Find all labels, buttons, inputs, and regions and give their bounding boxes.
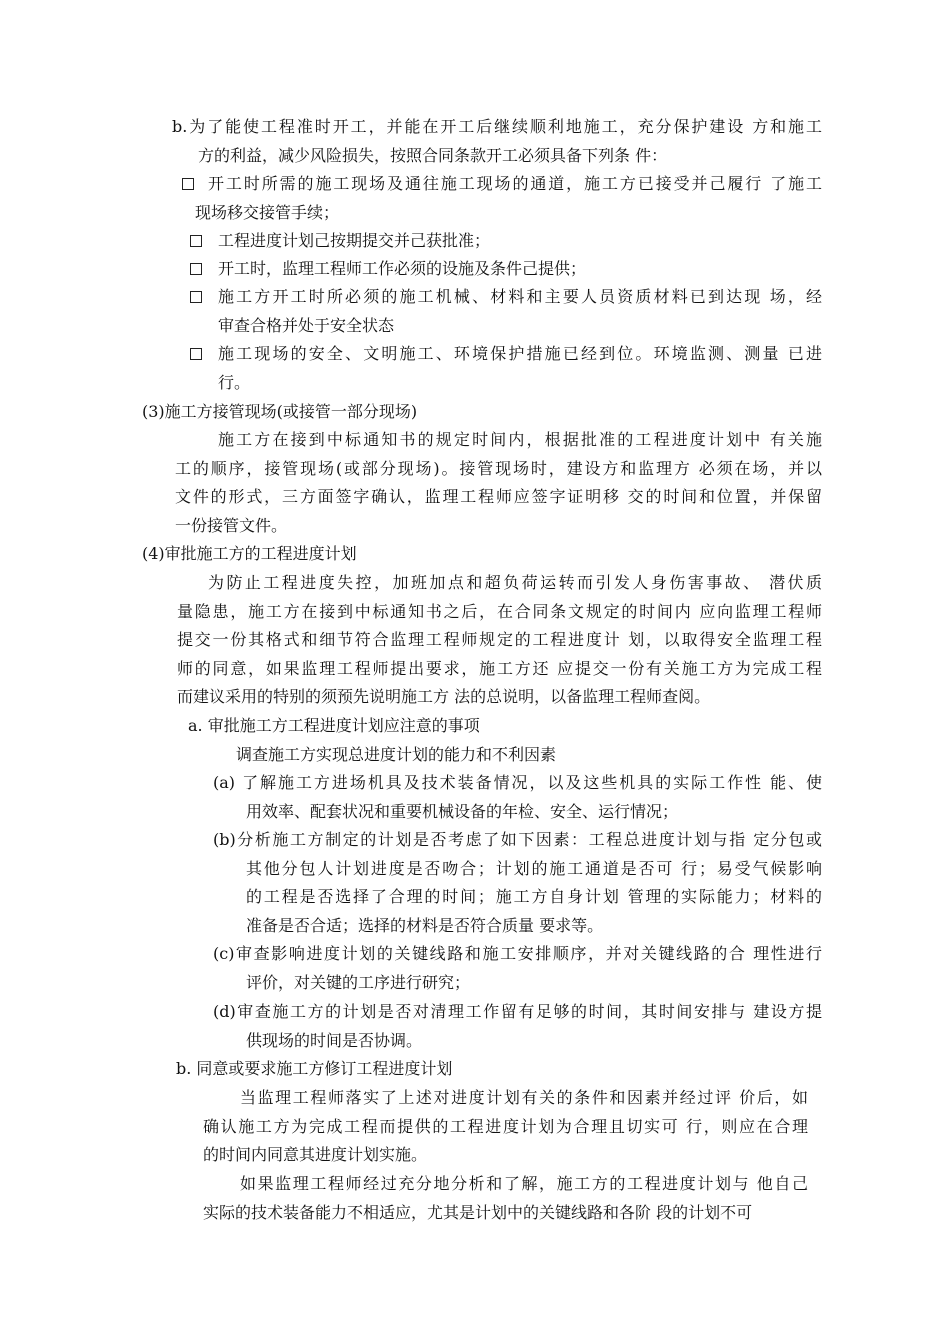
text-line: (4)审批施工方的工程进度计划 [142,544,357,563]
text-line: 的工程是否选择了合理的时间；施工方自身计划 管理的实际能力；材料的 [246,887,822,907]
text-line: 审查合格并处于安全状态 [218,315,395,335]
text-line: (3)施工方接管现场(或接管一部分现场) [142,402,418,421]
text-line: 工程进度计划己按期提交并己获批准； [218,231,491,250]
text-line: 量隐患，施工方在接到中标通知书之后，在合同条文规定的时间内 应向监理工程师 [177,601,822,621]
text-line: 施工方在接到中标通知书的规定时间内，根据批准的工程进度计划中 有关施 [218,430,822,449]
text-line: 供现场的时间是否协调。 [246,1030,423,1050]
checkbox-icon [190,291,202,303]
text-line: 提交一份其格式和细节符合监理工程师规定的工程进度计 划，以取得安全监理工程 [177,630,822,650]
checkbox-icon [182,178,194,190]
text-line: (a) 了解施工方进场机具及技术装备情况，以及这些机具的实际工作性 能、使 [213,773,822,792]
text-line: 为防止工程进度失控，加班加点和超负荷运转而引发人身伤害事故、 潜伏质 [208,573,822,592]
text-line: b.为了能使工程准时开工，并能在开工后继续顺利地施工，充分保护建设 方和施工 [172,117,822,136]
text-line: 开工时，监理工程师工作必须的设施及条件己提供； [218,259,587,278]
text-line: (b)分析施工方制定的计划是否考虑了如下因素：工程总进度计划与指 定分包或 [213,830,822,849]
text-line: 准备是否合适；选择的材料是否符合质量 要求等。 [246,915,604,935]
text-line: 现场移交接管手续； [195,202,340,222]
checkbox-icon [190,263,202,275]
text-line: 的时间内同意其进度计划实施。 [203,1145,428,1165]
text-line: 行。 [218,372,251,392]
text-line: 用效率、配套状况和重要机械设备的年检、安全、运行情况； [246,801,679,821]
text-line: 方的利益，减少风险损失，按照合同条款开工必须具备下列条 件： [198,145,668,165]
checkbox-icon [190,348,202,360]
text-line: 实际的技术装备能力不相适应，尤其是计划中的关键线路和各阶 段的计划不可 [203,1202,753,1222]
text-line: 施工现场的安全、文明施工、环境保护措施已经到位。环境监测、测量 已进 [218,344,822,363]
text-line: 调查施工方实现总进度计划的能力和不利因素 [236,745,557,764]
text-line: 施工方开工时所必须的施工机械、材料和主要人员资质材料已到达现 场，经 [218,287,822,306]
text-line: 师的同意，如果监理工程师提出要求，施工方还 应提交一份有关施工方为完成工程 [177,658,822,678]
text-line: 当监理工程师落实了上述对进度计划有关的条件和因素并经过评 价后，如 [240,1088,808,1107]
text-line: (d)审查施工方的计划是否对清理工作留有足够的时间，其时间安排与 建设方提 [213,1002,822,1021]
text-line: b. 同意或要求施工方修订工程进度计划 [176,1059,453,1078]
text-line: 而建议采用的特别的须预先说明施工方 法的总说明，以备监理工程师查阅。 [177,687,711,707]
text-line: 一份接管文件。 [175,515,288,535]
text-line: a. 审批施工方工程进度计划应注意的事项 [188,716,480,735]
text-line: 开工时所需的施工现场及通往施工现场的通道，施工方已接受并己履行 了施工 [208,174,822,193]
text-line: 工的顺序，接管现场(或部分现场)。接管现场时，建设方和监理方 必须在场，并以 [175,458,822,478]
text-line: 文件的形式，三方面签字确认，监理工程师应签字证明移 交的时间和位置，并保留 [175,487,822,507]
text-line: 确认施工方为完成工程而提供的工程进度计划为合理且切实可 行，则应在合理 [203,1116,808,1136]
text-line: 如果监理工程师经过充分地分析和了解，施工方的工程进度计划与 他自己 [240,1174,808,1193]
checkbox-icon [190,235,202,247]
text-line: 其他分包人计划进度是否吻合；计划的施工通道是否可 行；易受气候影响 [246,858,822,878]
text-line: 评价，对关键的工序进行研究； [246,972,471,992]
text-line: (c)审查影响进度计划的关键线路和施工安排顺序，并对关键线路的合 理性进行 [213,944,822,963]
